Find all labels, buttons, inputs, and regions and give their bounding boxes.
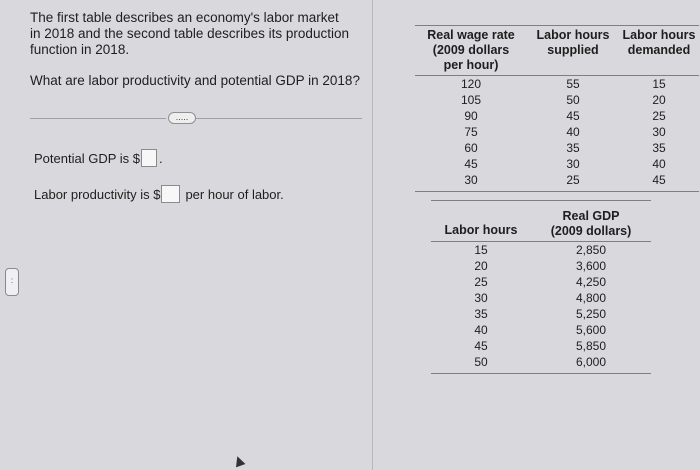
header-real-gdp: Real GDP (2009 dollars)	[550, 209, 632, 238]
mouse-cursor-icon	[233, 455, 246, 468]
table-cell: 20	[652, 93, 666, 107]
table-row	[415, 108, 699, 124]
table-cell: 2,850	[575, 243, 607, 257]
table-top-rule	[415, 25, 699, 26]
table-cell: 5,600	[575, 323, 607, 337]
table-cell: 35	[652, 141, 666, 155]
table-cell: 25	[474, 275, 488, 289]
table-cell: 3,600	[575, 259, 607, 273]
labor-productivity-label: Labor productivity is $	[34, 186, 161, 202]
table-cell: 120	[460, 77, 482, 91]
table-row	[431, 242, 651, 258]
labor-productivity-suffix: per hour of labor.	[185, 186, 284, 202]
potential-gdp-row	[34, 149, 163, 167]
question-prompt: What are labor productivity and potential GDP in 2018?	[30, 73, 360, 88]
table-cell: 45	[652, 173, 666, 187]
table-cell: 15	[474, 243, 488, 257]
potential-gdp-input[interactable]	[141, 149, 157, 167]
table-cell: 25	[566, 173, 580, 187]
table-cell: 35	[566, 141, 580, 155]
table-cell: 35	[474, 307, 488, 321]
production-function-table	[431, 200, 651, 374]
table-row	[431, 322, 651, 338]
table-cell: 45	[474, 339, 488, 353]
header-hours-demanded: Labor hours demanded	[622, 28, 696, 57]
table-cell: 105	[460, 93, 482, 107]
table-cell: 40	[474, 323, 488, 337]
table-cell: 60	[464, 141, 478, 155]
panel-resize-handle[interactable]: :	[5, 268, 19, 296]
table-row	[415, 140, 699, 156]
table-header	[415, 28, 699, 73]
table-row	[431, 338, 651, 354]
separator-right	[196, 118, 362, 119]
table-cell: 90	[464, 109, 478, 123]
table-row	[431, 290, 651, 306]
question-text: The first table describes an economy's labor market in 2018 and the second table describes its production function in 2018.	[30, 10, 349, 57]
table-cell: 20	[474, 259, 488, 273]
labor-market-table	[415, 25, 699, 192]
table-cell: 40	[566, 125, 580, 139]
potential-gdp-suffix: .	[158, 150, 163, 166]
table-cell: 5,850	[575, 339, 607, 353]
table-cell: 30	[464, 173, 478, 187]
show-more-button[interactable]: .....	[168, 112, 196, 124]
table-row	[415, 124, 699, 140]
table-row	[415, 92, 699, 108]
table-top-rule	[431, 200, 651, 201]
table-row	[431, 306, 651, 322]
table-row	[431, 354, 651, 370]
separator-left	[30, 118, 166, 119]
table-cell: 75	[464, 125, 478, 139]
table-cell: 15	[652, 77, 666, 91]
table-cell: 30	[652, 125, 666, 139]
table-cell: 50	[566, 93, 580, 107]
tables-pane	[373, 0, 700, 470]
header-real-wage: Real wage rate (2009 dollars per hour)	[427, 28, 515, 72]
table-cell: 5,250	[575, 307, 607, 321]
table-cell: 55	[566, 77, 580, 91]
table-cell: 30	[566, 157, 580, 171]
table-cell: 45	[566, 109, 580, 123]
potential-gdp-label: Potential GDP is $	[34, 150, 140, 166]
table-bottom-rule	[431, 373, 651, 374]
labor-productivity-row	[34, 185, 284, 203]
table-row	[415, 156, 699, 172]
table-cell: 50	[474, 355, 488, 369]
table-cell: 6,000	[575, 355, 607, 369]
table-cell: 4,250	[575, 275, 607, 289]
table-row	[415, 76, 699, 92]
table-cell: 40	[652, 157, 666, 171]
table-bottom-rule	[415, 191, 699, 192]
header-labor-hours: Labor hours	[444, 223, 518, 237]
table-row	[415, 172, 699, 188]
header-hours-supplied: Labor hours supplied	[536, 28, 610, 57]
table-row	[431, 274, 651, 290]
table-header	[431, 209, 651, 239]
table-row	[431, 258, 651, 274]
labor-productivity-input[interactable]	[161, 185, 180, 203]
table-cell: 45	[464, 157, 478, 171]
table-cell: 25	[652, 109, 666, 123]
table-cell: 4,800	[575, 291, 607, 305]
table-cell: 30	[474, 291, 488, 305]
